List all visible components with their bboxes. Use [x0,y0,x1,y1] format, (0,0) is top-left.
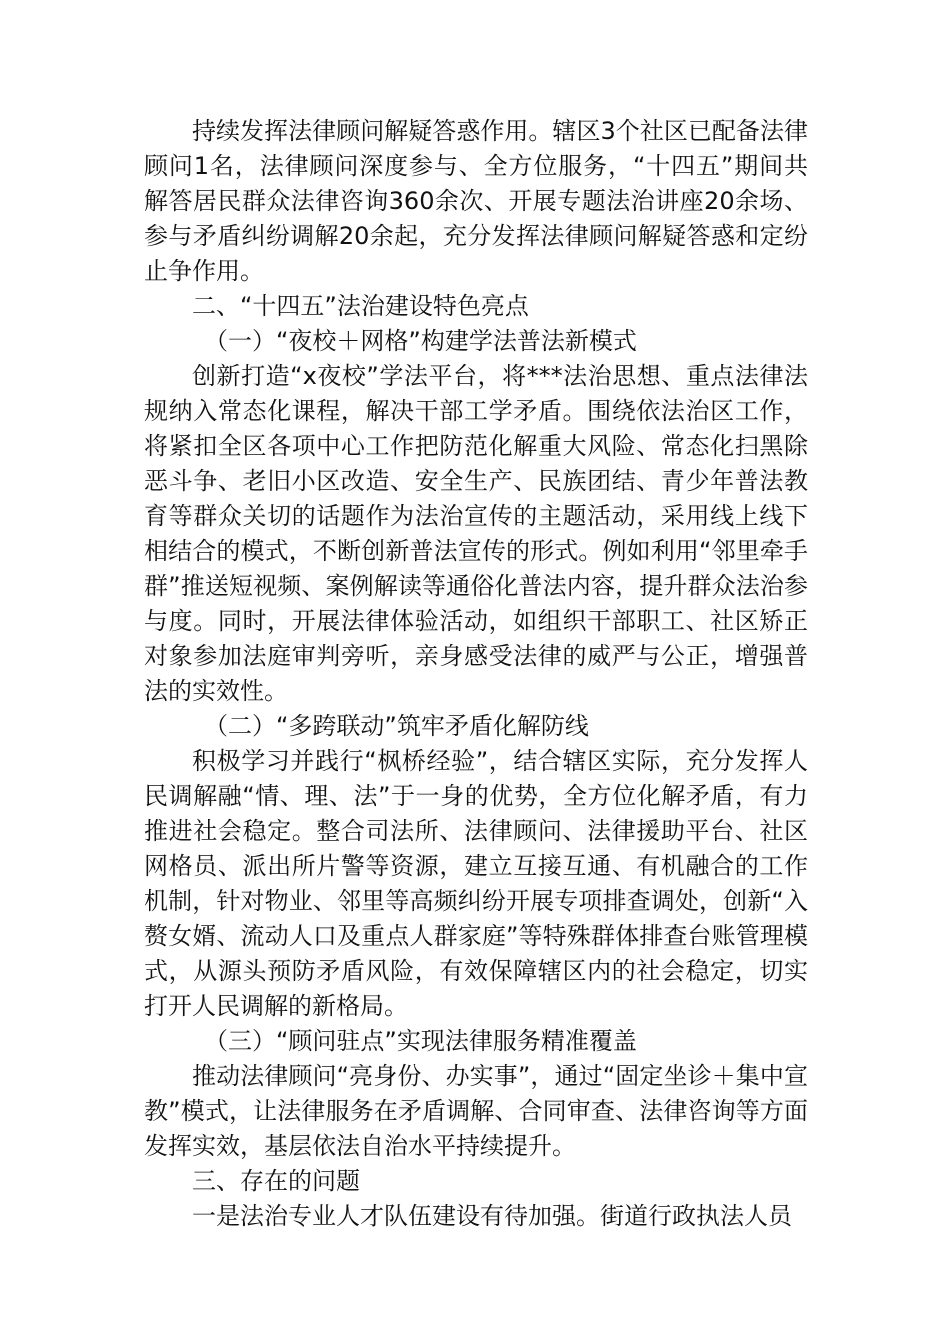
subsection-heading-advisor-station: （三）“顾问驻点”实现法律服务精准覆盖 [204,1027,637,1055]
section-heading-highlights: 二、“十四五”法治建设特色亮点 [192,292,529,320]
document-body [144,114,808,1234]
paragraph-advisor-station: 推动法律顾问“亮身份、办实事”，通过“固定坐诊＋集中宣教”模式，让法律服务在矛盾调解、合同审查、法律咨询等方面发挥实效，基层依法自治水平持续提升。 [144,1062,808,1160]
paragraph-night-school: 创新打造“x夜校”学法平台，将***法治思想、重点法律法规纳入常态化课程，解决干部工学矛盾。围绕依法治区工作，将紧扣全区各项中心工作把防范化解重大风险、常态化扫黑除恶斗争、老旧小区改造、安全生产、民族团结、青少年普法教育等群众关切的话题作为法治宣传的主题活动，采用线上线下相结合的模式，不断创新普法宣传的形式。例如利用“邻里牵手群”推送短视频、案例解读等通俗化普法内容，提升群众法治参与度。同时，开展法律体验活动，如组织干部职工、社区矫正对象参加法庭审判旁听，亲身感受法律的威严与公正，增强普法的实效性。 [144,362,808,705]
paragraph-legal-advisor: 持续发挥法律顾问解疑答惑作用。辖区3个社区已配备法律顾问1名，法律顾问深度参与、全方位服务，“十四五”期间共解答居民群众法律咨询360余次、开展专题法治讲座20余场、参与矛盾纠纷调解20余起，充分发挥法律顾问解疑答惑和定纷止争作用。 [144,117,808,285]
section-heading-problems: 三、存在的问题 [192,1167,360,1195]
subsection-heading-linkage: （二）“多跨联动”筑牢矛盾化解防线 [204,712,589,740]
paragraph-linkage: 积极学习并践行“枫桥经验”，结合辖区实际，充分发挥人民调解融“情、理、法”于一身的优势，全方位化解矛盾，有力推进社会稳定。整合司法所、法律顾问、法律援助平台、社区网格员、派出所片警等资源，建立互接互通、有机融合的工作机制，针对物业、邻里等高频纠纷开展专项排查调处，创新“入赘女婿、流动人口及重点人群家庭”等特殊群体排查台账管理模式，从源头预防矛盾风险，有效保障辖区内的社会稳定，切实打开人民调解的新格局。 [144,747,808,1020]
paragraph-problems: 一是法治专业人才队伍建设有待加强。街道行政执法人员 [192,1202,792,1230]
subsection-heading-night-school: （一）“夜校＋网格”构建学法普法新模式 [204,327,637,355]
